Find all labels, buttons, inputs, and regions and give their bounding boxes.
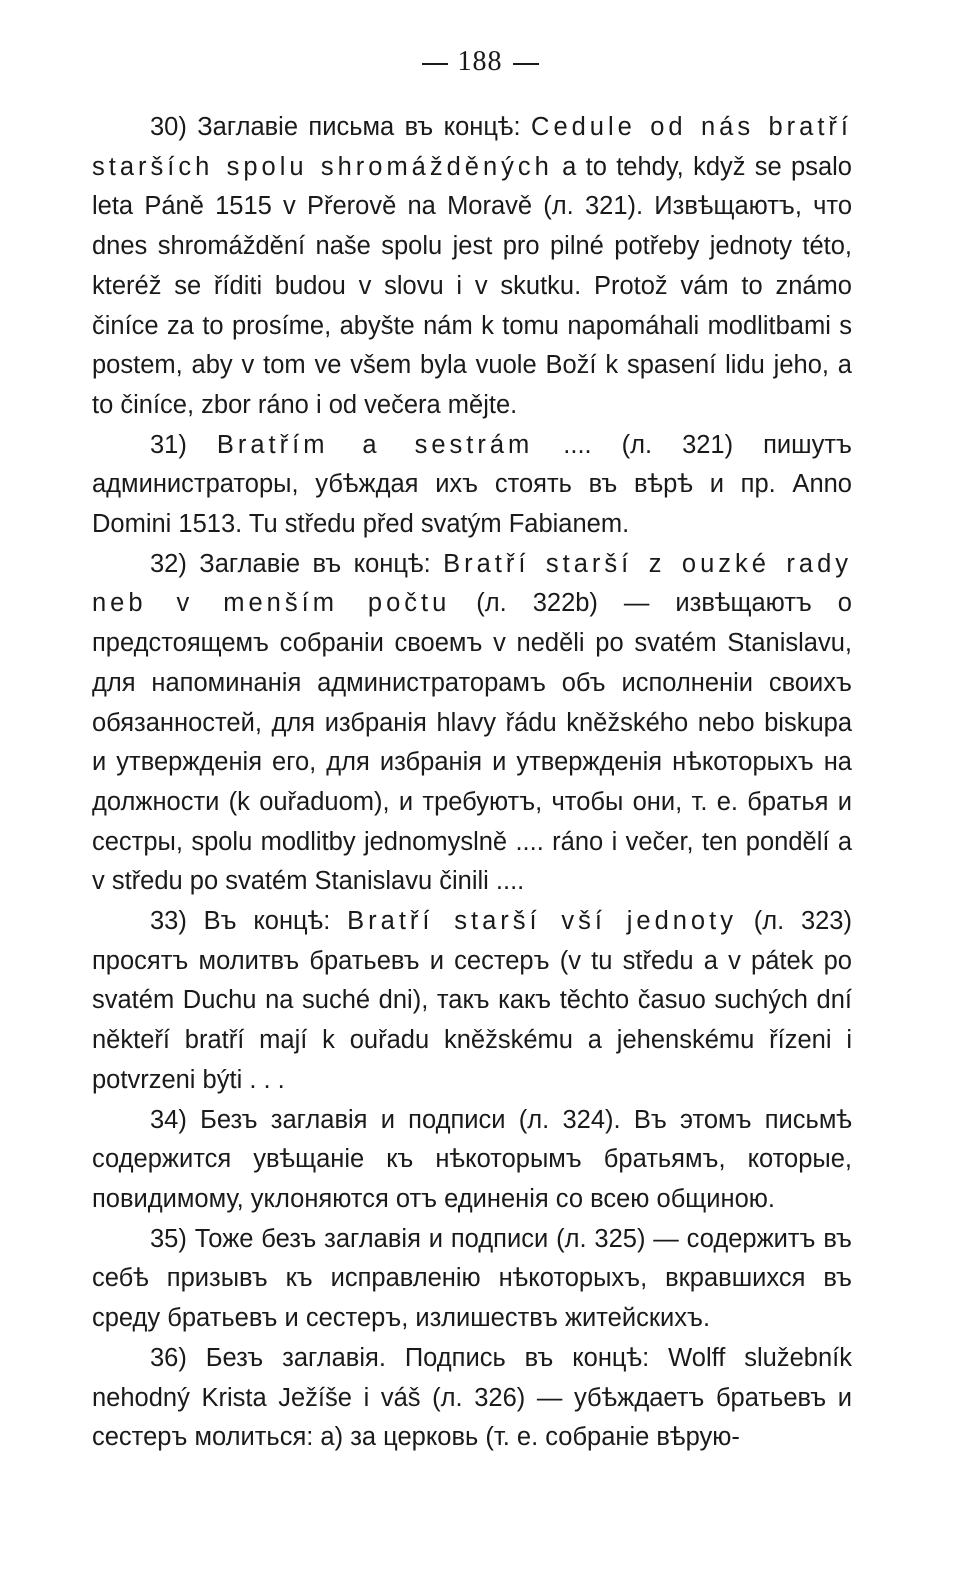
entry-number: 32): [150, 549, 187, 578]
entry-text-continued: (л. 323) просятъ молитвъ братьевъ и сестеръ (v tu středu a v pátek po svatém Duchu na suché dni), такъ какъ těchto časuo suchých dní někteří bratří mají k ouřadu kněžskému a jehenskému řízeni i potvrzeni býti . . .: [92, 907, 852, 1094]
entry-number: 30): [150, 113, 187, 141]
entry-text: Безъ заглавія и подписи (л. 324). Въ этомъ письмѣ содержится увѣщаніе къ нѣкоторымъ братьямъ, которые, повидимому, уклоняются отъ единенія со всею общиною.: [92, 1105, 852, 1213]
entry-30: [92, 108, 852, 426]
entry-31: [92, 426, 852, 545]
entry-32: [92, 545, 852, 902]
page-body: [92, 108, 852, 1458]
entry-text: Безъ заглавія. Подпись въ концѣ: Wolff služebník nehodný Krista Ježíše i váš (л. 326) — убѣждаетъ братьевъ и сестеръ молиться: а) за церковь (т. е. собраніе вѣрую-: [92, 1343, 852, 1452]
entry-spaced-title: Cedule od nás bratří starších spolu shromážděných: [92, 113, 852, 181]
entry-33: [92, 902, 852, 1101]
entry-36: [92, 1339, 852, 1458]
entry-35: [92, 1220, 852, 1339]
entry-number: 36): [150, 1343, 187, 1372]
header-dash-right: [513, 63, 539, 65]
entry-number: 34): [150, 1105, 187, 1134]
entry-34: [92, 1101, 852, 1220]
entry-spaced-title: Bratří starší z ouzké rady neb v menším počtu: [92, 549, 852, 618]
page-header: [0, 46, 960, 78]
entry-number: 35): [150, 1224, 187, 1253]
entry-text: Въ концѣ:: [186, 907, 348, 936]
entry-number: 33): [150, 907, 187, 936]
entry-text: [187, 431, 217, 459]
entry-text-continued: .... (л. 321) пишутъ администраторы, убѣждая ихъ стоять въ вѣрѣ и пр. Anno Domini 1513. Tu středu před svatým Fabianem.: [92, 430, 852, 539]
entry-text-continued: (л. 322b) — извѣщаютъ о предстоящемъ собраніи своемъ v neděli po svatém Stanislavu, для напоминанія администраторамъ объ исполненіи своихъ обязанностей, для избранія hlavy řádu kněžského nebo biskupa и утвержденія его, для избранія и утвержденія нѣкоторыхъ на должности (k ouřaduom), и требуютъ, чтобы они, т. е. братья и сестры, spolu modlitby jednomyslně .... ráno i večer, ten pondělí a v středu po svatém Stanislavu činili ....: [92, 589, 852, 896]
entry-number: 31): [150, 430, 187, 459]
entry-text: Заглавіе письма въ концѣ:: [186, 113, 532, 141]
entry-spaced-title: Bratřím a sestrám: [216, 430, 534, 459]
entry-text: Тоже безъ заглавія и подписи (л. 325) — содержитъ въ себѣ призывъ къ исправленію нѣкоторыхъ, вкравшихся въ среду братьевъ и сестеръ, излишествъ житейскихъ.: [92, 1224, 852, 1333]
header-dash-left: [422, 63, 448, 65]
entry-text: Заглавіе въ концѣ:: [186, 549, 444, 578]
entry-spaced-title: Bratří starší vší jednoty: [347, 907, 737, 936]
page-number: 188: [457, 46, 503, 77]
entry-text-continued: a to tehdy, když se psalo leta Páně 1515 v Přerově na Moravě (л. 321). Извѣщаютъ, что dnes shromáždění naše spolu jest pro pilné potřeby jednoty této, kteréž se říditi budou v slovu i v skutku. Protož vám to známo činíce za to prosíme, abyšte nám k tomu napomáhali modlitbami s postem, aby v tom ve všem byla vuole Boží k spasení lidu jeho, a to činíce, zbor ráno i od večera mějte.: [92, 152, 852, 419]
